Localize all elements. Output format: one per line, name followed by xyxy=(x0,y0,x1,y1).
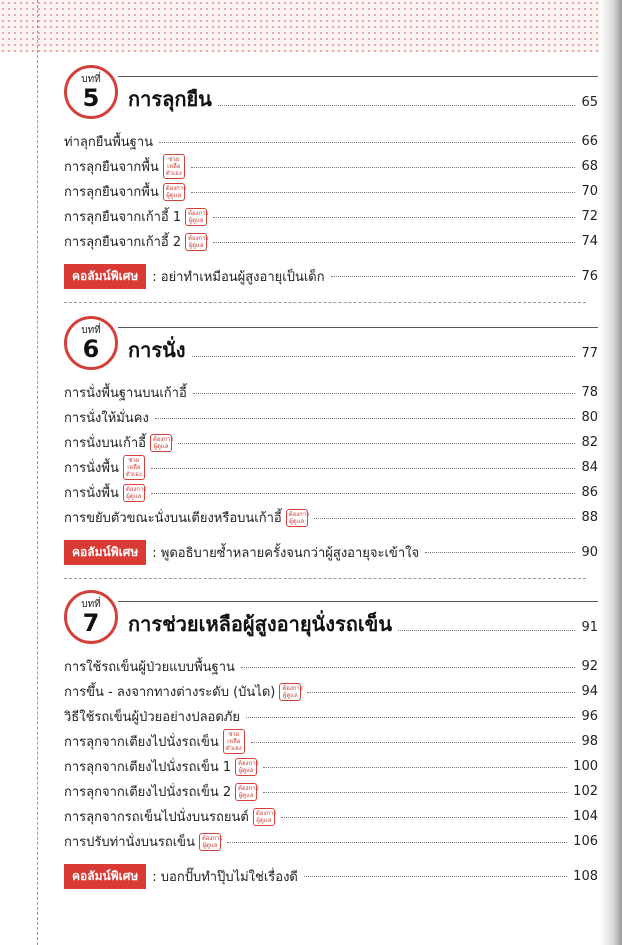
chapter-page: 65 xyxy=(581,95,598,110)
entry-tag-badge: ต้องการผู้ดูแล xyxy=(286,509,308,527)
chapter-badge xyxy=(64,590,118,644)
special-column-title: : พูดอธิบายซ้ำหลายครั้งจนกว่าผู้สูงอายุจะเข้าใจ xyxy=(152,545,420,561)
entry-title: การนั่งให้มั่นคง xyxy=(64,411,149,426)
chapter-7-section xyxy=(64,590,598,889)
chapter-title-row[interactable] xyxy=(128,608,598,640)
entry-title: การใช้รถเข็นผู้ป่วยแบบพื้นฐาน xyxy=(64,660,235,675)
entry-page: 84 xyxy=(581,460,598,475)
toc-entry[interactable] xyxy=(64,654,598,679)
dot-leader xyxy=(192,355,576,357)
entry-tag-badge: ช่วยเหลือตัวเอง xyxy=(163,154,185,179)
section-separator xyxy=(64,578,586,579)
dot-leader xyxy=(281,816,567,818)
entry-title: การขยับตัวขณะนั่งบนเตียงหรือบนเก้าอี้ xyxy=(64,511,282,526)
entry-page: 106 xyxy=(573,834,598,849)
dot-leader xyxy=(193,392,576,394)
dot-leader xyxy=(227,841,567,843)
toc-entries xyxy=(64,380,598,530)
chapter-label: บทที่ xyxy=(81,325,101,336)
chapter-header xyxy=(64,590,598,644)
entry-page: 70 xyxy=(581,184,598,199)
chapter-title-row[interactable] xyxy=(128,334,598,366)
dot-leader xyxy=(241,666,576,668)
entry-tag-badge: ต้องการผู้ดูแล xyxy=(185,233,207,251)
entry-title: การลุกจากเตียงไปนั่งรถเข็น 1 xyxy=(64,760,232,775)
entry-tag-badge: ต้องการผู้ดูแล xyxy=(150,434,172,452)
entry-page: 94 xyxy=(581,684,598,699)
special-column-label: คอลัมน์พิเศษ xyxy=(64,264,146,289)
chapter-rule xyxy=(118,327,598,328)
entry-title: ท่าลุกยืนพื้นฐาน xyxy=(64,135,154,150)
dot-leader xyxy=(251,741,576,743)
entry-page: 102 xyxy=(573,784,598,799)
chapter-badge xyxy=(64,316,118,370)
special-column-label: คอลัมน์พิเศษ xyxy=(64,864,146,889)
entry-page: 88 xyxy=(581,510,598,525)
entry-page: 100 xyxy=(573,759,598,774)
entry-tag-badge: ต้องการผู้ดูแล xyxy=(235,758,257,776)
special-column-label: คอลัมน์พิเศษ xyxy=(64,540,146,565)
chapter-5-section xyxy=(64,65,598,289)
entry-tag-badge: ต้องการผู้ดูแล xyxy=(279,683,301,701)
entry-title: การนั่งบนเก้าอี้ xyxy=(64,436,146,451)
entry-title: การลุกยืนจากเก้าอี้ 2 xyxy=(64,235,182,250)
dot-leader xyxy=(263,791,567,793)
dot-leader xyxy=(314,517,576,519)
entry-title: การปรับท่านั่งบนรถเข็น xyxy=(64,835,195,850)
entry-page: 66 xyxy=(581,134,598,149)
dot-leader xyxy=(155,417,576,419)
entry-tag-badge: ต้องการผู้ดูแล xyxy=(185,208,207,226)
chapter-header xyxy=(64,316,598,370)
entry-title: การนั่งพื้น xyxy=(64,461,119,476)
page-edge-shadow xyxy=(600,0,622,945)
dot-leader xyxy=(246,716,575,718)
entry-page: 74 xyxy=(581,234,598,249)
special-column-page: 108 xyxy=(573,868,598,884)
entry-page: 86 xyxy=(581,485,598,500)
toc-entries xyxy=(64,654,598,854)
special-column-page: 76 xyxy=(581,268,598,284)
chapter-badge xyxy=(64,65,118,119)
toc-entry[interactable] xyxy=(64,829,598,854)
chapter-6-section xyxy=(64,316,598,565)
chapter-title-row[interactable] xyxy=(128,83,598,115)
dot-leader xyxy=(178,442,576,444)
entry-tag-badge: ต้องการผู้ดูแล xyxy=(199,833,221,851)
chapter-page: 91 xyxy=(581,620,598,635)
entry-title: การลุกจากรถเข็นไปนั่งบนรถยนต์ xyxy=(64,810,249,825)
entry-tag-badge: ต้องการผู้ดูแล xyxy=(163,183,185,201)
toc-entry[interactable] xyxy=(64,455,598,480)
toc-entry[interactable] xyxy=(64,204,598,229)
entry-tag-badge: ต้องการผู้ดูแล xyxy=(123,484,145,502)
entry-title: วิธีใช้รถเข็นผู้ป่วยอย่างปลอดภัย xyxy=(64,710,240,725)
chapter-title: การนั่ง xyxy=(128,338,186,362)
entry-tag-badge: ต้องการผู้ดูแล xyxy=(253,808,275,826)
entry-title: การลุกจากเตียงไปนั่งรถเข็น xyxy=(64,735,219,750)
dot-leader xyxy=(191,191,576,193)
chapter-label: บทที่ xyxy=(81,599,101,610)
chapter-page: 77 xyxy=(581,346,598,361)
chapter-label: บทที่ xyxy=(81,74,101,85)
entry-title: การขึ้น - ลงจากทางต่างระดับ (บันได) xyxy=(64,685,276,700)
dot-leader xyxy=(425,551,575,553)
chapter-title: การช่วยเหลือผู้สูงอายุนั่งรถเข็น xyxy=(128,612,393,636)
chapter-number: 7 xyxy=(82,609,100,637)
entry-title: การนั่งพื้นฐานบนเก้าอี้ xyxy=(64,386,187,401)
toc-entry[interactable] xyxy=(64,754,598,779)
toc-entry[interactable] xyxy=(64,380,598,405)
toc-entry[interactable] xyxy=(64,405,598,430)
entry-title: การลุกยืนจากพื้น xyxy=(64,185,159,200)
entry-title: การนั่งพื้น xyxy=(64,486,119,501)
dot-leader xyxy=(263,766,567,768)
special-column-title: : บอกปั๊บทำปุ๊บไม่ใช่เรื่องดี xyxy=(152,869,298,885)
dot-leader xyxy=(398,629,575,631)
entry-tag-badge: ต้องการผู้ดูแล xyxy=(235,783,257,801)
entry-page: 104 xyxy=(573,809,598,824)
toc-entry[interactable] xyxy=(64,480,598,505)
dot-leader xyxy=(151,492,576,494)
dot-leader xyxy=(307,691,575,693)
entry-title: การลุกจากเตียงไปนั่งรถเข็น 2 xyxy=(64,785,232,800)
toc-entry[interactable] xyxy=(64,229,598,254)
entry-title: การลุกยืนจากพื้น xyxy=(64,160,159,175)
entry-page: 92 xyxy=(581,659,598,674)
toc-entry[interactable] xyxy=(64,804,598,829)
toc-entry[interactable] xyxy=(64,505,598,530)
entry-page: 96 xyxy=(581,709,598,724)
special-column-row[interactable] xyxy=(64,263,598,289)
dot-leader xyxy=(213,241,575,243)
dot-leader xyxy=(151,467,576,469)
chapter-title: การลุกยืน xyxy=(128,87,212,111)
toc-entry[interactable] xyxy=(64,430,598,455)
toc-entry[interactable] xyxy=(64,704,598,729)
entry-page: 72 xyxy=(581,209,598,224)
decorative-dot-band xyxy=(0,0,622,52)
special-column-row[interactable] xyxy=(64,863,598,889)
entry-page: 80 xyxy=(581,410,598,425)
entry-tag-badge: ช่วยเหลือตัวเอง xyxy=(123,455,145,480)
section-separator xyxy=(64,302,586,303)
dot-leader xyxy=(159,141,575,143)
entry-page: 82 xyxy=(581,435,598,450)
chapter-rule xyxy=(118,601,598,602)
toc-entry[interactable] xyxy=(64,729,598,754)
entry-tag-badge: ช่วยเหลือตัวเอง xyxy=(223,729,245,754)
special-column-page: 90 xyxy=(581,544,598,560)
toc-entry[interactable] xyxy=(64,129,598,154)
entry-page: 98 xyxy=(581,734,598,749)
dot-leader xyxy=(218,104,576,106)
chapter-header xyxy=(64,65,598,119)
dot-leader xyxy=(331,275,576,277)
chapter-number: 6 xyxy=(82,335,100,363)
margin-dashed-line xyxy=(37,0,38,945)
special-column-title: : อย่าทำเหมือนผู้สูงอายุเป็นเด็ก xyxy=(152,269,325,285)
special-column-row[interactable] xyxy=(64,539,598,565)
chapter-number: 5 xyxy=(82,84,100,112)
entry-title: การลุกยืนจากเก้าอี้ 1 xyxy=(64,210,182,225)
dot-leader xyxy=(213,216,575,218)
dot-leader xyxy=(191,166,576,168)
entry-page: 78 xyxy=(581,385,598,400)
toc-entry[interactable] xyxy=(64,779,598,804)
toc-entries xyxy=(64,129,598,254)
dot-leader xyxy=(304,875,567,877)
toc-entry[interactable] xyxy=(64,679,598,704)
toc-entry[interactable] xyxy=(64,154,598,179)
chapter-rule xyxy=(118,76,598,77)
entry-page: 68 xyxy=(581,159,598,174)
toc-entry[interactable] xyxy=(64,179,598,204)
